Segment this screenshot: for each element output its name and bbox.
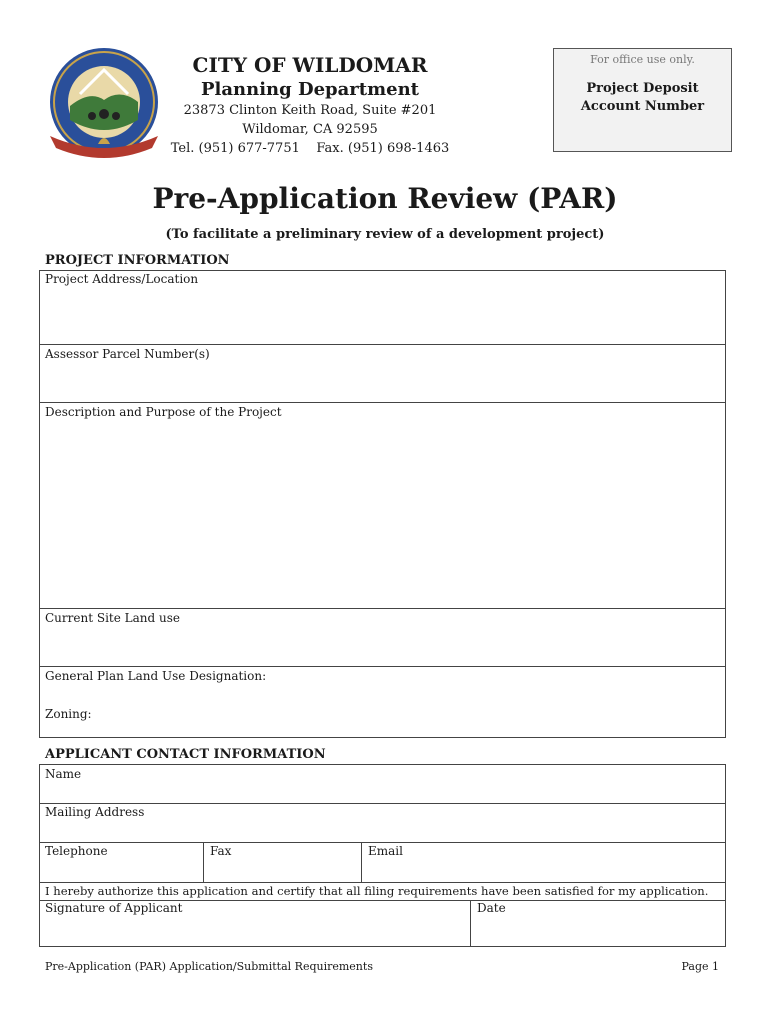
- date-label: Date: [477, 901, 506, 915]
- seal-tree: [112, 112, 120, 120]
- email-label: Email: [368, 844, 403, 858]
- email-field[interactable]: [362, 843, 726, 882]
- signature-label: Signature of Applicant: [45, 901, 183, 915]
- date-field[interactable]: [471, 901, 726, 946]
- deposit-label-line2: Account Number: [580, 99, 705, 114]
- form-title: Pre-Application Review (PAR): [152, 182, 618, 215]
- certification-text: I hereby authorize this application and certify that all filing requirements have been satisfied for my application.: [45, 884, 709, 898]
- description-label: Description and Purpose of the Project: [45, 405, 282, 419]
- fax-label: Fax: [210, 844, 232, 858]
- zoning-field[interactable]: [39, 703, 726, 737]
- city-name: CITY OF WILDOMAR: [192, 53, 428, 77]
- phone-fax: Tel. (951) 677-7751 Fax. (951) 698-1463: [170, 141, 450, 156]
- form-subtitle: (To facilitate a preliminary review of a development project): [165, 227, 605, 242]
- office-use-box: [553, 48, 732, 152]
- deposit-label-line1: Project Deposit: [586, 81, 699, 96]
- deposit-label: [554, 80, 731, 116]
- seal-tree: [88, 112, 96, 120]
- footer-title: Pre-Application (PAR) Application/Submittal Requirements: [45, 960, 373, 973]
- seal-tree: [99, 109, 109, 119]
- land-use-label: Current Site Land use: [45, 611, 180, 625]
- department-name: Planning Department: [201, 79, 419, 100]
- description-field[interactable]: [39, 403, 726, 608]
- address-line-2: Wildomar, CA 92595: [242, 122, 378, 137]
- name-label: Name: [45, 767, 82, 781]
- divider: [39, 882, 726, 883]
- project-info-heading: PROJECT INFORMATION: [45, 253, 230, 268]
- project-address-label: Project Address/Location: [45, 272, 199, 286]
- applicant-heading: APPLICANT CONTACT INFORMATION: [45, 747, 326, 762]
- city-seal-logo: [40, 40, 168, 168]
- zoning-label: Zoning:: [45, 707, 92, 721]
- page-number: Page 1: [681, 960, 719, 973]
- name-field[interactable]: [39, 764, 726, 803]
- gp-designation-label: General Plan Land Use Designation:: [45, 669, 267, 683]
- mailing-address-label: Mailing Address: [45, 805, 145, 819]
- address-line-1: 23873 Clinton Keith Road, Suite #201: [183, 103, 437, 118]
- apn-label: Assessor Parcel Number(s): [45, 347, 210, 361]
- telephone-label: Telephone: [45, 844, 108, 858]
- office-use-note: For office use only.: [590, 53, 695, 66]
